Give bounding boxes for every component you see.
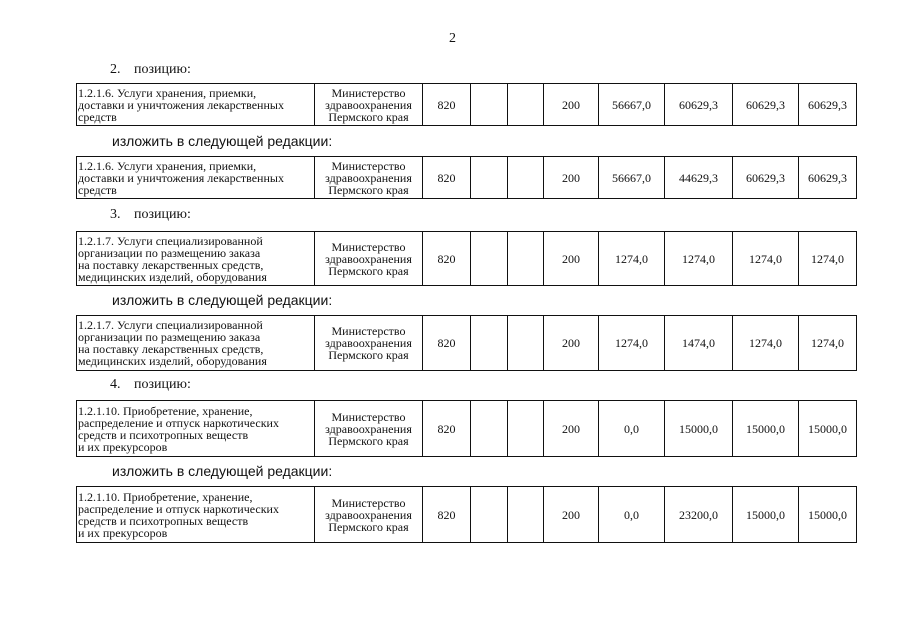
name-line: средств bbox=[78, 109, 117, 124]
name-line: и их прекурсоров bbox=[78, 439, 168, 454]
cell-org bbox=[315, 487, 423, 543]
redaction-label: изложить в следующей редакции: bbox=[112, 133, 333, 149]
heading-number: 3. bbox=[110, 207, 121, 222]
cell-d: 60629,3 bbox=[799, 84, 857, 126]
cell-a: 1274,0 bbox=[599, 316, 665, 371]
cell-a: 0,0 bbox=[599, 487, 665, 543]
name-line: доставки и уничтожения лекарственных bbox=[78, 97, 284, 112]
cell-code: 820 bbox=[423, 316, 471, 371]
table-row bbox=[77, 84, 857, 126]
page-number: 2 bbox=[449, 31, 456, 46]
cell-e2 bbox=[508, 487, 544, 543]
cell-code: 820 bbox=[423, 157, 471, 199]
org-line: Министерство bbox=[331, 324, 406, 338]
org-line: здравоохранения bbox=[325, 251, 412, 266]
name-line: распределение и отпуск наркотических bbox=[78, 501, 279, 516]
name-line: и их прекурсоров bbox=[78, 525, 168, 540]
org-line: Пермского края bbox=[328, 348, 409, 362]
org-line: Министерство bbox=[331, 495, 406, 510]
cell-org bbox=[315, 232, 423, 286]
name-line: организации по размещению заказа bbox=[78, 330, 261, 344]
cell-code: 820 bbox=[423, 401, 471, 457]
cell-org bbox=[315, 401, 423, 457]
cell-code: 820 bbox=[423, 487, 471, 543]
section-heading bbox=[110, 377, 191, 393]
cell-org bbox=[315, 316, 423, 371]
name-line: средств bbox=[78, 182, 117, 197]
cell-b: 44629,3 bbox=[665, 157, 733, 199]
redaction-label: изложить в следующей редакции: bbox=[112, 292, 333, 308]
table-row bbox=[77, 157, 857, 199]
redaction-label: изложить в следующей редакции: bbox=[112, 463, 333, 479]
cell-v200: 200 bbox=[544, 232, 599, 286]
org-line: Пермского края bbox=[328, 263, 409, 278]
org-line: Министерство bbox=[331, 409, 406, 424]
name-line: медицинских изделий, оборудования bbox=[78, 269, 267, 284]
name-line: доставки и уничтожения лекарственных bbox=[78, 170, 284, 185]
table-row bbox=[77, 487, 857, 543]
name-line: распределение и отпуск наркотических bbox=[78, 415, 279, 430]
cell-v200: 200 bbox=[544, 316, 599, 371]
revised-position-table bbox=[76, 315, 857, 371]
cell-name bbox=[77, 157, 315, 199]
cell-d: 1274,0 bbox=[799, 232, 857, 286]
name-line: средств и психотропных веществ bbox=[78, 427, 249, 442]
heading-number: 4. bbox=[110, 377, 121, 392]
cell-name bbox=[77, 84, 315, 126]
cell-c: 1274,0 bbox=[733, 232, 799, 286]
name-line: 1.2.1.10. Приобретение, хранение, bbox=[78, 403, 253, 418]
cell-c: 60629,3 bbox=[733, 157, 799, 199]
table-row bbox=[77, 232, 857, 286]
original-position-table bbox=[76, 83, 857, 126]
cell-a: 0,0 bbox=[599, 401, 665, 457]
cell-d: 60629,3 bbox=[799, 157, 857, 199]
cell-b: 1474,0 bbox=[665, 316, 733, 371]
org-line: Пермского края bbox=[328, 109, 409, 124]
name-line: организации по размещению заказа bbox=[78, 245, 261, 260]
cell-b: 23200,0 bbox=[665, 487, 733, 543]
name-line: медицинских изделий, оборудования bbox=[78, 354, 267, 368]
cell-a: 56667,0 bbox=[599, 157, 665, 199]
cell-org bbox=[315, 84, 423, 126]
cell-e1 bbox=[471, 157, 508, 199]
cell-name bbox=[77, 487, 315, 543]
cell-a: 56667,0 bbox=[599, 84, 665, 126]
cell-b: 15000,0 bbox=[665, 401, 733, 457]
org-line: Министерство bbox=[331, 239, 406, 254]
org-line: здравоохранения bbox=[325, 97, 412, 112]
cell-a: 1274,0 bbox=[599, 232, 665, 286]
cell-b: 60629,3 bbox=[665, 84, 733, 126]
cell-c: 60629,3 bbox=[733, 84, 799, 126]
heading-text: позицию: bbox=[134, 62, 191, 77]
name-line: на поставку лекарственных средств, bbox=[78, 257, 264, 272]
name-line: на поставку лекарственных средств, bbox=[78, 342, 264, 356]
cell-v200: 200 bbox=[544, 157, 599, 199]
name-line: 1.2.1.7. Услуги специализированной bbox=[78, 318, 263, 332]
cell-code: 820 bbox=[423, 232, 471, 286]
cell-e2 bbox=[508, 157, 544, 199]
cell-v200: 200 bbox=[544, 84, 599, 126]
cell-name bbox=[77, 232, 315, 286]
cell-e2 bbox=[508, 232, 544, 286]
cell-e2 bbox=[508, 316, 544, 371]
org-line: Министерство bbox=[331, 85, 406, 100]
cell-d: 15000,0 bbox=[799, 487, 857, 543]
heading-text: позицию: bbox=[134, 207, 191, 222]
cell-e1 bbox=[471, 316, 508, 371]
heading-number: 2. bbox=[110, 62, 121, 77]
section-heading bbox=[110, 62, 191, 78]
org-line: здравоохранения bbox=[325, 421, 412, 436]
cell-code: 820 bbox=[423, 84, 471, 126]
org-line: здравоохранения bbox=[325, 170, 412, 185]
heading-text: позицию: bbox=[134, 377, 191, 392]
org-line: здравоохранения bbox=[325, 336, 412, 350]
cell-e1 bbox=[471, 487, 508, 543]
cell-c: 15000,0 bbox=[733, 401, 799, 457]
revised-position-table bbox=[76, 156, 857, 199]
name-line: 1.2.1.7. Услуги специализированной bbox=[78, 233, 263, 248]
section-heading bbox=[110, 207, 191, 223]
org-line: Пермского края bbox=[328, 182, 409, 197]
cell-e2 bbox=[508, 84, 544, 126]
original-position-table bbox=[76, 400, 857, 457]
cell-e1 bbox=[471, 401, 508, 457]
cell-e1 bbox=[471, 232, 508, 286]
cell-c: 1274,0 bbox=[733, 316, 799, 371]
cell-e1 bbox=[471, 84, 508, 126]
table-row bbox=[77, 401, 857, 457]
cell-b: 1274,0 bbox=[665, 232, 733, 286]
name-line: средств и психотропных веществ bbox=[78, 513, 249, 528]
org-line: здравоохранения bbox=[325, 507, 412, 522]
name-line: 1.2.1.6. Услуги хранения, приемки, bbox=[78, 158, 257, 173]
original-position-table bbox=[76, 231, 857, 286]
cell-name bbox=[77, 401, 315, 457]
org-line: Пермского края bbox=[328, 433, 409, 448]
table-row bbox=[77, 316, 857, 371]
name-line: 1.2.1.10. Приобретение, хранение, bbox=[78, 489, 253, 504]
name-line: 1.2.1.6. Услуги хранения, приемки, bbox=[78, 85, 257, 100]
cell-v200: 200 bbox=[544, 487, 599, 543]
cell-c: 15000,0 bbox=[733, 487, 799, 543]
revised-position-table bbox=[76, 486, 857, 543]
cell-name bbox=[77, 316, 315, 371]
org-line: Пермского края bbox=[328, 519, 409, 534]
cell-v200: 200 bbox=[544, 401, 599, 457]
cell-org bbox=[315, 157, 423, 199]
cell-d: 15000,0 bbox=[799, 401, 857, 457]
cell-e2 bbox=[508, 401, 544, 457]
cell-d: 1274,0 bbox=[799, 316, 857, 371]
org-line: Министерство bbox=[331, 158, 406, 173]
